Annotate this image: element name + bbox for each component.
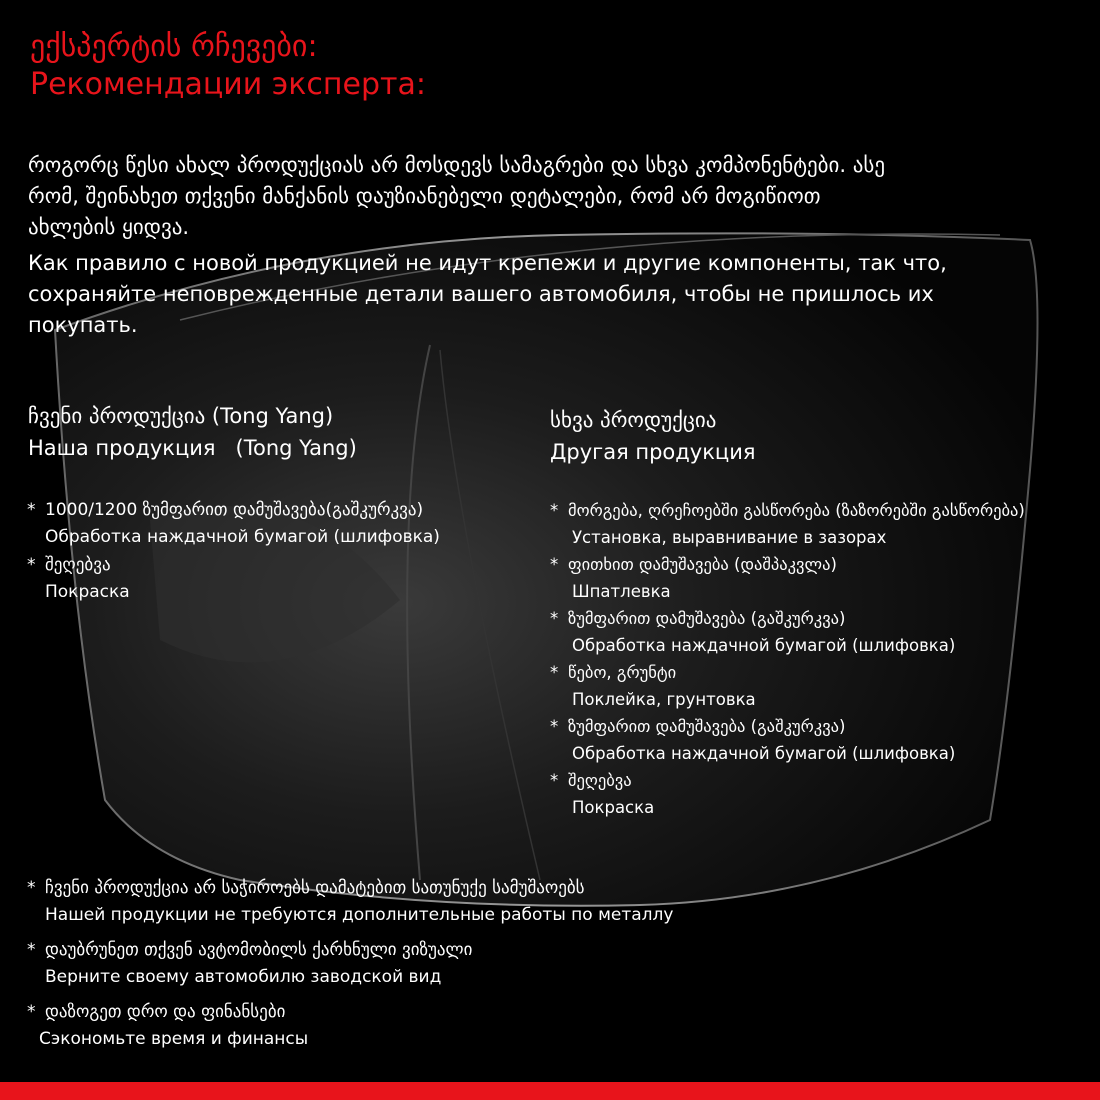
item-georgian: დაზოგეთ დრო და ფინანსები	[45, 1002, 286, 1022]
bullet-star: *	[550, 663, 559, 682]
item-georgian: ჩვენი პროდუქცია არ საჭიროებს დამატებით სათუნუქე სამუშაოებს	[45, 878, 585, 898]
list-item	[550, 767, 1025, 821]
right-item-list	[550, 497, 1025, 821]
right-heading-russian: Другая продукция	[550, 440, 756, 464]
item-russian: Установка, выравнивание в зазорах	[572, 528, 887, 547]
intro-russian-line: Как правило с новой продукцией не идут крепежи и другие компоненты, так что,	[28, 251, 947, 275]
item-georgian: ზუმფარით დამუშავება (გაშკურკვა)	[568, 609, 846, 628]
bullet-star: *	[550, 771, 559, 790]
item-georgian: ფითხით დამუშავება (დაშპაკვლა)	[568, 555, 837, 574]
bullet-star: *	[550, 555, 559, 574]
item-georgian: მორგება, ღრეჩოებში გასწორება (ზაზორებში გასწორება)	[568, 501, 1025, 520]
bottom-item-list	[27, 875, 673, 1053]
intro-russian-line: покупать.	[28, 313, 138, 337]
item-georgian: შეღებვა	[568, 771, 632, 790]
list-item	[550, 605, 1025, 659]
intro-russian	[28, 248, 947, 341]
item-georgian: 1000/1200 ზუმფარით დამუშავება(გაშკურკვა)	[45, 500, 424, 520]
list-item	[27, 875, 673, 929]
item-russian: Шпатлевка	[572, 582, 671, 601]
item-georgian: დაუბრუნეთ თქვენ ავტომობილს ქარხნული ვიზუალი	[45, 940, 473, 960]
list-item	[27, 497, 440, 551]
left-heading-russian: Наша продукция (Tong Yang)	[28, 436, 357, 460]
bullet-star: *	[550, 609, 559, 628]
item-georgian: წებო, გრუნტი	[568, 663, 677, 682]
list-item	[550, 497, 1025, 551]
list-item	[27, 999, 673, 1053]
item-russian: Обработка наждачной бумагой (шлифовка)	[572, 744, 956, 763]
bullet-star: *	[550, 501, 559, 520]
item-georgian: შეღებვა	[45, 555, 111, 575]
left-heading-georgian: ჩვენი პროდუქცია (Tong Yang)	[28, 404, 334, 428]
bottom-accent-bar	[0, 1082, 1100, 1100]
left-column-heading	[28, 400, 357, 464]
list-item	[27, 937, 673, 991]
bullet-star: *	[27, 940, 36, 960]
bullet-star: *	[550, 717, 559, 736]
bullet-star: *	[27, 555, 36, 575]
right-heading-georgian: სხვა პროდუქცია	[550, 408, 717, 432]
list-item	[550, 551, 1025, 605]
bullet-star: *	[27, 1002, 36, 1022]
item-russian: Обработка наждачной бумагой (шлифовка)	[45, 527, 440, 547]
item-russian: Обработка наждачной бумагой (шлифовка)	[572, 636, 956, 655]
item-georgian: ზუმფარით დამუშავება (გაშკურკვა)	[568, 717, 846, 736]
item-russian: Верните своему автомобилю заводской вид	[45, 967, 442, 987]
item-russian: Покраска	[45, 582, 130, 602]
bullet-star: *	[27, 500, 36, 520]
intro-russian-line: сохраняйте неповрежденные детали вашего автомобиля, чтобы не пришлось их	[28, 282, 934, 306]
title-russian: Рекомендации эксперта:	[30, 67, 426, 102]
item-russian: Нашей продукции не требуются дополнительные работы по металлу	[45, 905, 674, 925]
intro-georgian-line: ახლების ყიდვა.	[28, 215, 190, 239]
intro-georgian-line: რომ, შეინახეთ თქვენი მანქანის დაუზიანებელი დეტალები, რომ არ მოგიწიოთ	[28, 184, 821, 208]
intro-georgian-line: როგორც წესი ახალ პროდუქციას არ მოსდევს სამაგრები და სხვა კომპონენტები. ასე	[28, 153, 886, 177]
intro-georgian	[28, 150, 885, 243]
list-item	[550, 713, 1025, 767]
item-russian: Поклейка, грунтовка	[572, 690, 756, 709]
list-item	[27, 552, 440, 606]
title-georgian: ექსპერტის რჩევები:	[30, 29, 318, 64]
left-item-list	[27, 497, 440, 606]
right-column-heading	[550, 404, 756, 468]
item-russian: Сэкономьте время и финансы	[39, 1029, 309, 1049]
item-russian: Покраска	[572, 798, 655, 817]
bullet-star: *	[27, 878, 36, 898]
list-item	[550, 659, 1025, 713]
